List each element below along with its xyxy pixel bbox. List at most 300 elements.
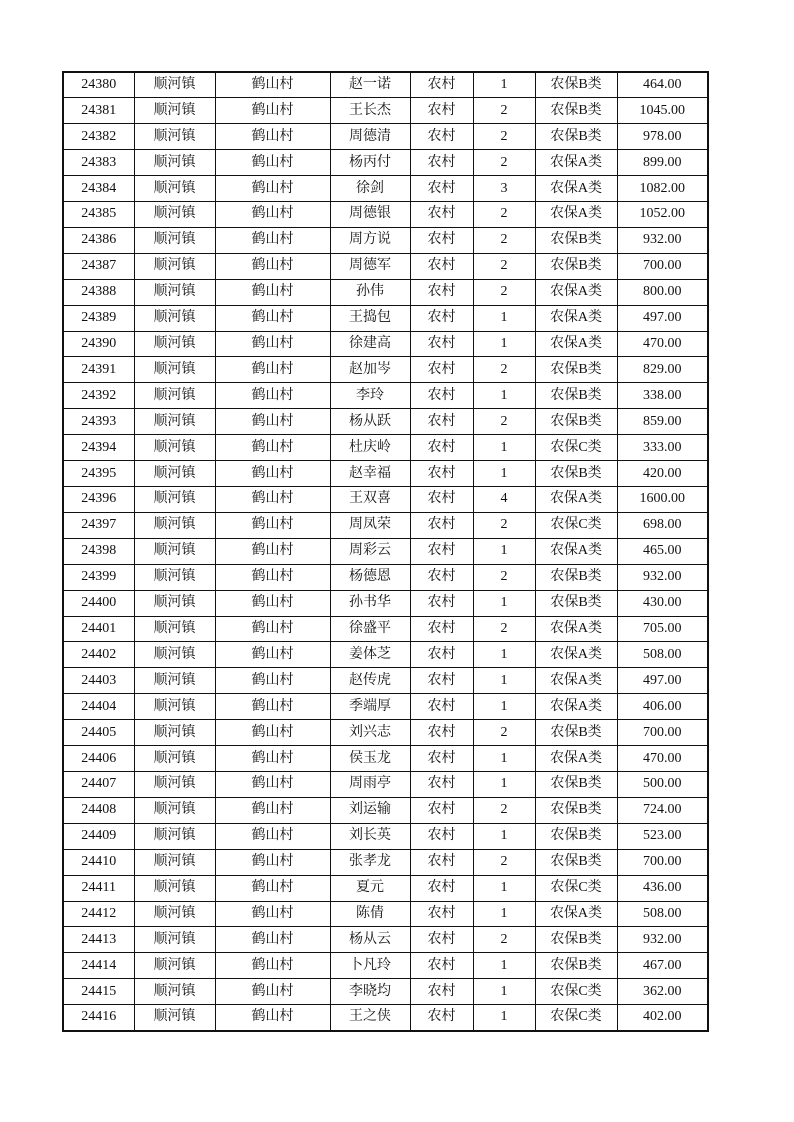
cell-record-id: 24385 (63, 202, 134, 228)
cell-amount: 523.00 (617, 823, 708, 849)
cell-insurance-category: 农保A类 (535, 487, 617, 513)
cell-village: 鹤山村 (215, 720, 330, 746)
cell-insurance-category: 农保B类 (535, 564, 617, 590)
cell-residence-type: 农村 (410, 953, 473, 979)
cell-person-count: 2 (473, 279, 535, 305)
cell-person-count: 3 (473, 176, 535, 202)
cell-town: 顺河镇 (134, 124, 215, 150)
cell-name: 周德军 (330, 253, 410, 279)
cell-town: 顺河镇 (134, 409, 215, 435)
cell-village: 鹤山村 (215, 124, 330, 150)
cell-insurance-category: 农保B类 (535, 72, 617, 98)
cell-residence-type: 农村 (410, 538, 473, 564)
cell-insurance-category: 农保B类 (535, 383, 617, 409)
cell-amount: 470.00 (617, 331, 708, 357)
cell-person-count: 2 (473, 797, 535, 823)
cell-village: 鹤山村 (215, 642, 330, 668)
cell-amount: 402.00 (617, 1005, 708, 1031)
cell-residence-type: 农村 (410, 849, 473, 875)
cell-town: 顺河镇 (134, 383, 215, 409)
cell-residence-type: 农村 (410, 875, 473, 901)
records-table-body (63, 72, 708, 1031)
cell-town: 顺河镇 (134, 564, 215, 590)
cell-residence-type: 农村 (410, 98, 473, 124)
cell-town: 顺河镇 (134, 1005, 215, 1031)
cell-insurance-category: 农保B类 (535, 357, 617, 383)
table-row (63, 797, 708, 823)
cell-town: 顺河镇 (134, 823, 215, 849)
cell-name: 杨从跃 (330, 409, 410, 435)
cell-person-count: 1 (473, 305, 535, 331)
cell-record-id: 24409 (63, 823, 134, 849)
cell-residence-type: 农村 (410, 253, 473, 279)
table-row (63, 668, 708, 694)
cell-village: 鹤山村 (215, 564, 330, 590)
cell-insurance-category: 农保A类 (535, 746, 617, 772)
cell-record-id: 24397 (63, 512, 134, 538)
cell-amount: 1045.00 (617, 98, 708, 124)
cell-town: 顺河镇 (134, 72, 215, 98)
cell-amount: 464.00 (617, 72, 708, 98)
cell-amount: 465.00 (617, 538, 708, 564)
cell-village: 鹤山村 (215, 668, 330, 694)
cell-village: 鹤山村 (215, 98, 330, 124)
cell-residence-type: 农村 (410, 564, 473, 590)
cell-amount: 724.00 (617, 797, 708, 823)
cell-amount: 1600.00 (617, 487, 708, 513)
cell-insurance-category: 农保C类 (535, 1005, 617, 1031)
table-row (63, 979, 708, 1005)
cell-residence-type: 农村 (410, 305, 473, 331)
cell-person-count: 2 (473, 849, 535, 875)
cell-person-count: 1 (473, 901, 535, 927)
cell-person-count: 2 (473, 720, 535, 746)
cell-residence-type: 农村 (410, 331, 473, 357)
cell-town: 顺河镇 (134, 590, 215, 616)
cell-insurance-category: 农保B类 (535, 797, 617, 823)
cell-village: 鹤山村 (215, 927, 330, 953)
cell-record-id: 24390 (63, 331, 134, 357)
cell-person-count: 2 (473, 202, 535, 228)
cell-name: 徐盛平 (330, 616, 410, 642)
cell-name: 周凤荣 (330, 512, 410, 538)
cell-amount: 430.00 (617, 590, 708, 616)
cell-name: 赵传虎 (330, 668, 410, 694)
cell-name: 徐建高 (330, 331, 410, 357)
cell-amount: 508.00 (617, 642, 708, 668)
cell-residence-type: 农村 (410, 435, 473, 461)
cell-record-id: 24380 (63, 72, 134, 98)
cell-record-id: 24408 (63, 797, 134, 823)
cell-person-count: 1 (473, 979, 535, 1005)
cell-insurance-category: 农保C类 (535, 512, 617, 538)
cell-town: 顺河镇 (134, 901, 215, 927)
cell-residence-type: 农村 (410, 746, 473, 772)
cell-residence-type: 农村 (410, 771, 473, 797)
table-row (63, 150, 708, 176)
cell-residence-type: 农村 (410, 616, 473, 642)
cell-insurance-category: 农保C类 (535, 979, 617, 1005)
cell-town: 顺河镇 (134, 849, 215, 875)
cell-record-id: 24401 (63, 616, 134, 642)
cell-name: 刘运输 (330, 797, 410, 823)
cell-insurance-category: 农保B类 (535, 771, 617, 797)
cell-amount: 700.00 (617, 720, 708, 746)
cell-village: 鹤山村 (215, 331, 330, 357)
cell-name: 孙伟 (330, 279, 410, 305)
cell-person-count: 2 (473, 124, 535, 150)
table-row (63, 1005, 708, 1031)
table-row (63, 98, 708, 124)
table-row (63, 746, 708, 772)
cell-residence-type: 农村 (410, 72, 473, 98)
cell-record-id: 24416 (63, 1005, 134, 1031)
cell-village: 鹤山村 (215, 357, 330, 383)
cell-village: 鹤山村 (215, 590, 330, 616)
cell-town: 顺河镇 (134, 642, 215, 668)
cell-record-id: 24410 (63, 849, 134, 875)
cell-amount: 932.00 (617, 227, 708, 253)
cell-insurance-category: 农保A类 (535, 901, 617, 927)
cell-person-count: 1 (473, 642, 535, 668)
cell-town: 顺河镇 (134, 771, 215, 797)
cell-residence-type: 农村 (410, 512, 473, 538)
cell-person-count: 1 (473, 590, 535, 616)
cell-village: 鹤山村 (215, 279, 330, 305)
cell-residence-type: 农村 (410, 176, 473, 202)
table-row (63, 564, 708, 590)
cell-name: 卜凡玲 (330, 953, 410, 979)
cell-insurance-category: 农保A类 (535, 305, 617, 331)
cell-name: 侯玉龙 (330, 746, 410, 772)
cell-person-count: 1 (473, 771, 535, 797)
table-row (63, 202, 708, 228)
cell-residence-type: 农村 (410, 461, 473, 487)
table-row (63, 771, 708, 797)
cell-person-count: 4 (473, 487, 535, 513)
cell-record-id: 24387 (63, 253, 134, 279)
cell-amount: 1052.00 (617, 202, 708, 228)
cell-residence-type: 农村 (410, 383, 473, 409)
cell-residence-type: 农村 (410, 927, 473, 953)
table-row (63, 875, 708, 901)
cell-record-id: 24413 (63, 927, 134, 953)
cell-person-count: 1 (473, 435, 535, 461)
cell-residence-type: 农村 (410, 487, 473, 513)
table-row (63, 253, 708, 279)
cell-amount: 500.00 (617, 771, 708, 797)
cell-person-count: 2 (473, 512, 535, 538)
table-row (63, 512, 708, 538)
cell-village: 鹤山村 (215, 253, 330, 279)
cell-name: 季端厚 (330, 694, 410, 720)
table-row (63, 331, 708, 357)
cell-insurance-category: 农保B类 (535, 98, 617, 124)
cell-name: 赵一诺 (330, 72, 410, 98)
cell-residence-type: 农村 (410, 901, 473, 927)
cell-village: 鹤山村 (215, 227, 330, 253)
cell-name: 杜庆岭 (330, 435, 410, 461)
cell-insurance-category: 农保B类 (535, 227, 617, 253)
cell-insurance-category: 农保B类 (535, 720, 617, 746)
cell-amount: 698.00 (617, 512, 708, 538)
cell-name: 李晓均 (330, 979, 410, 1005)
cell-amount: 932.00 (617, 564, 708, 590)
cell-town: 顺河镇 (134, 953, 215, 979)
cell-town: 顺河镇 (134, 435, 215, 461)
cell-residence-type: 农村 (410, 202, 473, 228)
cell-amount: 467.00 (617, 953, 708, 979)
cell-village: 鹤山村 (215, 487, 330, 513)
cell-record-id: 24383 (63, 150, 134, 176)
cell-town: 顺河镇 (134, 694, 215, 720)
cell-record-id: 24398 (63, 538, 134, 564)
table-row (63, 461, 708, 487)
cell-record-id: 24393 (63, 409, 134, 435)
cell-record-id: 24415 (63, 979, 134, 1005)
cell-residence-type: 农村 (410, 823, 473, 849)
cell-amount: 362.00 (617, 979, 708, 1005)
cell-name: 孙书华 (330, 590, 410, 616)
cell-insurance-category: 农保A类 (535, 694, 617, 720)
cell-town: 顺河镇 (134, 720, 215, 746)
cell-record-id: 24392 (63, 383, 134, 409)
table-row (63, 176, 708, 202)
cell-amount: 700.00 (617, 849, 708, 875)
cell-village: 鹤山村 (215, 512, 330, 538)
cell-amount: 406.00 (617, 694, 708, 720)
cell-residence-type: 农村 (410, 979, 473, 1005)
cell-name: 周彩云 (330, 538, 410, 564)
cell-village: 鹤山村 (215, 150, 330, 176)
cell-person-count: 2 (473, 357, 535, 383)
cell-name: 姜体芝 (330, 642, 410, 668)
table-row (63, 72, 708, 98)
cell-village: 鹤山村 (215, 746, 330, 772)
records-table (62, 71, 709, 1032)
cell-insurance-category: 农保B类 (535, 409, 617, 435)
cell-amount: 333.00 (617, 435, 708, 461)
cell-residence-type: 农村 (410, 797, 473, 823)
table-row (63, 305, 708, 331)
cell-name: 杨从云 (330, 927, 410, 953)
cell-village: 鹤山村 (215, 694, 330, 720)
cell-amount: 1082.00 (617, 176, 708, 202)
cell-record-id: 24396 (63, 487, 134, 513)
cell-village: 鹤山村 (215, 979, 330, 1005)
cell-person-count: 1 (473, 694, 535, 720)
cell-amount: 859.00 (617, 409, 708, 435)
cell-person-count: 2 (473, 927, 535, 953)
cell-person-count: 1 (473, 668, 535, 694)
cell-amount: 508.00 (617, 901, 708, 927)
table-row (63, 538, 708, 564)
cell-insurance-category: 农保B类 (535, 253, 617, 279)
table-row (63, 590, 708, 616)
cell-name: 杨丙付 (330, 150, 410, 176)
cell-insurance-category: 农保A类 (535, 176, 617, 202)
cell-insurance-category: 农保A类 (535, 538, 617, 564)
cell-town: 顺河镇 (134, 305, 215, 331)
cell-insurance-category: 农保B类 (535, 823, 617, 849)
cell-village: 鹤山村 (215, 823, 330, 849)
cell-village: 鹤山村 (215, 383, 330, 409)
cell-person-count: 1 (473, 1005, 535, 1031)
cell-amount: 420.00 (617, 461, 708, 487)
cell-person-count: 1 (473, 823, 535, 849)
cell-insurance-category: 农保A类 (535, 616, 617, 642)
cell-village: 鹤山村 (215, 202, 330, 228)
cell-person-count: 1 (473, 383, 535, 409)
cell-insurance-category: 农保A类 (535, 331, 617, 357)
cell-town: 顺河镇 (134, 461, 215, 487)
cell-insurance-category: 农保B类 (535, 849, 617, 875)
cell-record-id: 24411 (63, 875, 134, 901)
table-row (63, 642, 708, 668)
cell-insurance-category: 农保A类 (535, 668, 617, 694)
cell-person-count: 2 (473, 564, 535, 590)
cell-name: 刘兴志 (330, 720, 410, 746)
cell-amount: 338.00 (617, 383, 708, 409)
cell-insurance-category: 农保A类 (535, 279, 617, 305)
cell-residence-type: 农村 (410, 668, 473, 694)
cell-name: 周雨亭 (330, 771, 410, 797)
cell-person-count: 2 (473, 409, 535, 435)
cell-village: 鹤山村 (215, 901, 330, 927)
table-row (63, 279, 708, 305)
cell-name: 李玲 (330, 383, 410, 409)
cell-record-id: 24394 (63, 435, 134, 461)
cell-insurance-category: 农保A类 (535, 202, 617, 228)
cell-record-id: 24405 (63, 720, 134, 746)
cell-person-count: 1 (473, 461, 535, 487)
cell-town: 顺河镇 (134, 979, 215, 1005)
cell-amount: 497.00 (617, 305, 708, 331)
cell-town: 顺河镇 (134, 668, 215, 694)
cell-village: 鹤山村 (215, 849, 330, 875)
cell-record-id: 24402 (63, 642, 134, 668)
cell-amount: 436.00 (617, 875, 708, 901)
cell-record-id: 24400 (63, 590, 134, 616)
cell-insurance-category: 农保B类 (535, 927, 617, 953)
cell-village: 鹤山村 (215, 435, 330, 461)
table-row (63, 901, 708, 927)
cell-village: 鹤山村 (215, 72, 330, 98)
cell-village: 鹤山村 (215, 797, 330, 823)
cell-town: 顺河镇 (134, 98, 215, 124)
cell-residence-type: 农村 (410, 409, 473, 435)
cell-amount: 800.00 (617, 279, 708, 305)
cell-person-count: 1 (473, 746, 535, 772)
cell-amount: 978.00 (617, 124, 708, 150)
table-row (63, 227, 708, 253)
cell-record-id: 24404 (63, 694, 134, 720)
cell-insurance-category: 农保A类 (535, 150, 617, 176)
cell-residence-type: 农村 (410, 1005, 473, 1031)
cell-person-count: 2 (473, 98, 535, 124)
cell-person-count: 1 (473, 72, 535, 98)
table-row (63, 409, 708, 435)
cell-residence-type: 农村 (410, 227, 473, 253)
cell-village: 鹤山村 (215, 1005, 330, 1031)
cell-town: 顺河镇 (134, 616, 215, 642)
cell-name: 赵幸福 (330, 461, 410, 487)
cell-record-id: 24412 (63, 901, 134, 927)
cell-residence-type: 农村 (410, 124, 473, 150)
cell-amount: 700.00 (617, 253, 708, 279)
cell-person-count: 2 (473, 150, 535, 176)
cell-name: 王之侠 (330, 1005, 410, 1031)
cell-town: 顺河镇 (134, 150, 215, 176)
cell-insurance-category: 农保C类 (535, 875, 617, 901)
cell-record-id: 24382 (63, 124, 134, 150)
cell-residence-type: 农村 (410, 694, 473, 720)
cell-name: 王长杰 (330, 98, 410, 124)
cell-insurance-category: 农保A类 (535, 642, 617, 668)
cell-town: 顺河镇 (134, 279, 215, 305)
cell-amount: 705.00 (617, 616, 708, 642)
cell-name: 王捣包 (330, 305, 410, 331)
table-row (63, 616, 708, 642)
cell-name: 周方说 (330, 227, 410, 253)
cell-name: 陈倩 (330, 901, 410, 927)
cell-town: 顺河镇 (134, 512, 215, 538)
cell-amount: 497.00 (617, 668, 708, 694)
cell-person-count: 1 (473, 875, 535, 901)
cell-record-id: 24384 (63, 176, 134, 202)
table-row (63, 694, 708, 720)
cell-town: 顺河镇 (134, 357, 215, 383)
table-row (63, 487, 708, 513)
cell-village: 鹤山村 (215, 771, 330, 797)
cell-record-id: 24391 (63, 357, 134, 383)
cell-name: 徐剑 (330, 176, 410, 202)
table-row (63, 953, 708, 979)
cell-town: 顺河镇 (134, 227, 215, 253)
cell-record-id: 24381 (63, 98, 134, 124)
cell-record-id: 24407 (63, 771, 134, 797)
table-row (63, 124, 708, 150)
cell-village: 鹤山村 (215, 875, 330, 901)
cell-name: 刘长英 (330, 823, 410, 849)
cell-record-id: 24406 (63, 746, 134, 772)
cell-person-count: 2 (473, 253, 535, 279)
cell-person-count: 1 (473, 331, 535, 357)
table-row (63, 849, 708, 875)
table-row (63, 720, 708, 746)
cell-amount: 899.00 (617, 150, 708, 176)
cell-village: 鹤山村 (215, 461, 330, 487)
cell-town: 顺河镇 (134, 538, 215, 564)
cell-record-id: 24414 (63, 953, 134, 979)
cell-amount: 470.00 (617, 746, 708, 772)
cell-person-count: 2 (473, 616, 535, 642)
cell-name: 赵加岑 (330, 357, 410, 383)
cell-town: 顺河镇 (134, 176, 215, 202)
cell-person-count: 2 (473, 227, 535, 253)
table-row (63, 927, 708, 953)
cell-town: 顺河镇 (134, 797, 215, 823)
cell-record-id: 24395 (63, 461, 134, 487)
cell-village: 鹤山村 (215, 953, 330, 979)
cell-name: 王双喜 (330, 487, 410, 513)
cell-name: 周德清 (330, 124, 410, 150)
cell-amount: 829.00 (617, 357, 708, 383)
cell-residence-type: 农村 (410, 720, 473, 746)
table-row (63, 357, 708, 383)
cell-residence-type: 农村 (410, 642, 473, 668)
cell-person-count: 1 (473, 538, 535, 564)
